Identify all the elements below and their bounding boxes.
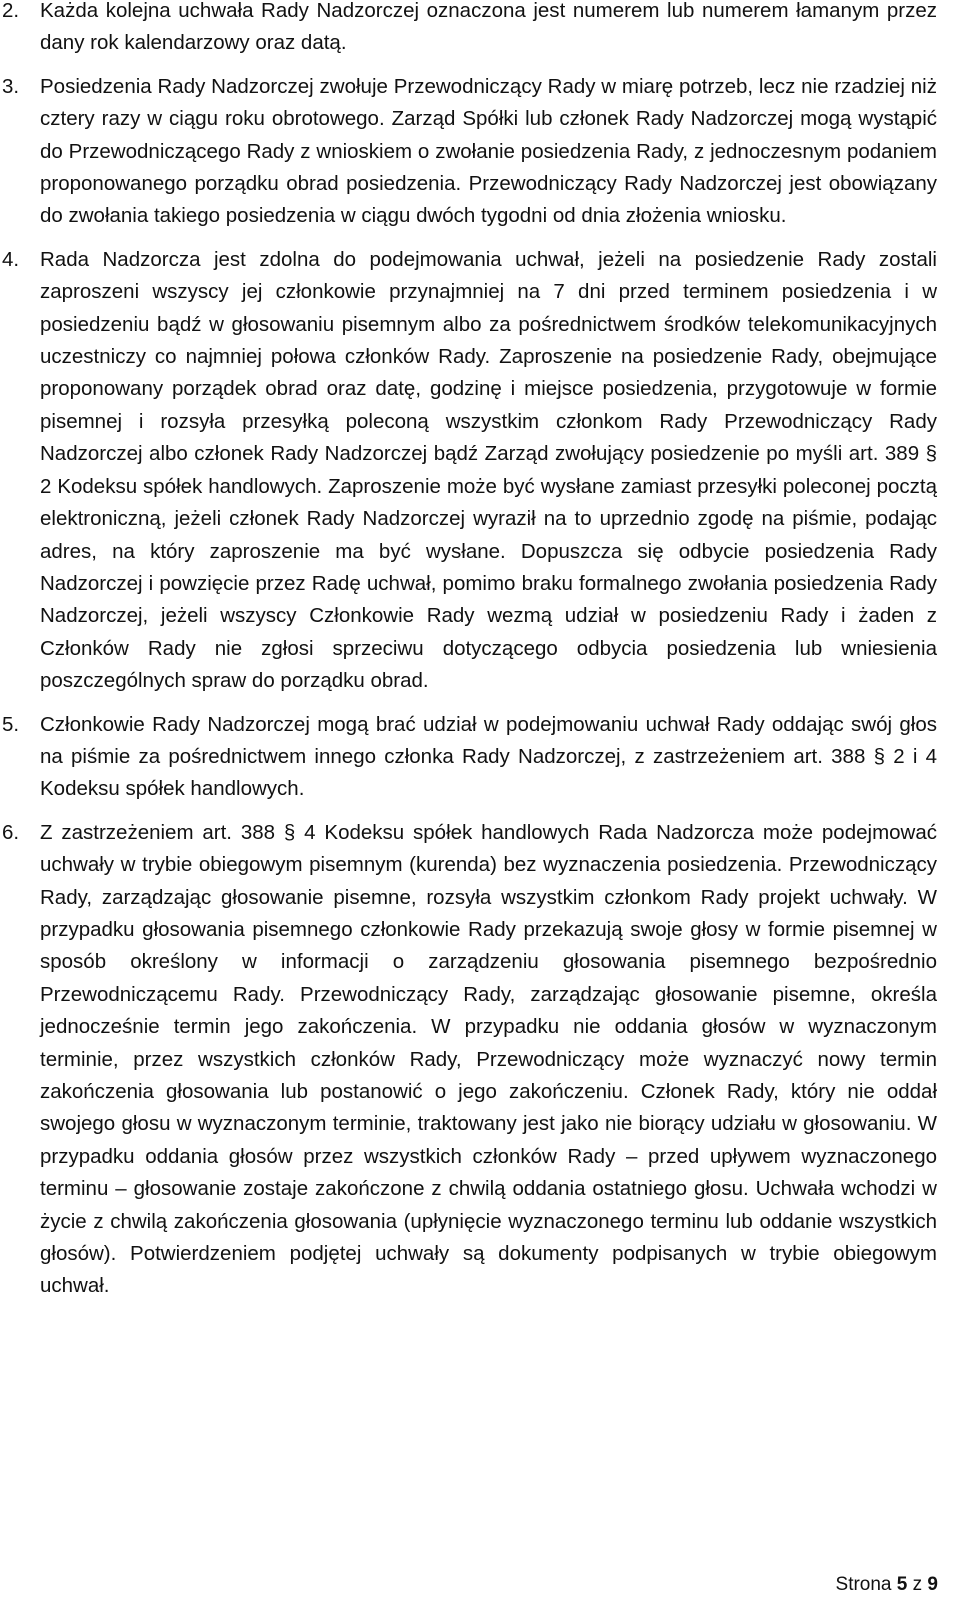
page-label: Strona bbox=[835, 1574, 892, 1595]
list-item-number: 6. bbox=[2, 820, 20, 844]
list-item-3 bbox=[0, 71, 960, 233]
list-item-text: Członkowie Rady Nadzorczej mogą brać udział w podejmowaniu uchwał Rady oddając swój głos na piśmie za pośrednictwem innego członka Rady Nadzorczej, z zastrzeżeniem art. 388 § 2 i 4 Kodeksu spółek handlowych. bbox=[40, 712, 937, 801]
page-separator: z bbox=[912, 1574, 923, 1595]
current-page-number: 5 bbox=[896, 1574, 908, 1595]
list-item-number: 2. bbox=[2, 0, 20, 22]
list-item-4 bbox=[0, 244, 960, 698]
list-item-text: Każda kolejna uchwała Rady Nadzorczej oznaczona jest numerem lub numerem łamanym przez dany rok kalendarzowy oraz datą. bbox=[40, 0, 937, 55]
total-pages-number: 9 bbox=[927, 1574, 938, 1595]
page-number-footer bbox=[836, 1573, 938, 1597]
list-item-2 bbox=[0, 0, 960, 60]
list-item-text: Posiedzenia Rady Nadzorczej zwołuje Przewodniczący Rady w miarę potrzeb, lecz nie rzadziej niż cztery razy w ciągu roku obrotowego. Zarząd Spółki lub członek Rady Nadzorczej mogą wystąpić do Przewodniczącego Rady z wnioskiem o zwołanie posiedzenia Rady, z jednoczesnym podaniem proponowanego porządku obrad posiedzenia. Przewodniczący Rady Nadzorczej jest obowiązany do zwołania takiego posiedzenia w ciągu dwóch tygodni od dnia złożenia wniosku. bbox=[40, 74, 937, 228]
list-item-6 bbox=[0, 817, 960, 1303]
list-item-text: Rada Nadzorcza jest zdolna do podejmowania uchwał, jeżeli na posiedzenie Rady zostali zaproszeni wszyscy jej członkowie przynajmniej na 7 dni przed terminem posiedzenia i w posiedzeniu bądź w głosowaniu pisemnym albo za pośrednictwem środków telekomunikacyjnych uczestniczy co najmniej połowa członków Rady. Zaproszenie na posiedzenie Rady, obejmujące proponowany porządek obrad oraz datę, godzinę i miejsce posiedzenia, przygotowuje w formie pisemnej i rozsyła przesyłką poleconą wszystkim członkom Rady Przewodniczący Rady Nadzorczej albo członek Rady Nadzorczej bądź Zarząd zwołujący posiedzenie po myśli art. 389 § 2 Kodeksu spółek handlowych. Zaproszenie może być wysłane zamiast przesyłki poleconej pocztą elektroniczną, jeżeli członek Rady Nadzorczej wyraził na to uprzednio zgodę na piśmie, podając adres, na który zaproszenie ma być wysłane. Dopuszcza się odbycie posiedzenia Rady Nadzorczej i powzięcie przez Radę uchwał, pomimo braku formalnego zwołania posiedzenia Rady Nadzorczej, jeżeli wszyscy Członkowie Rady wezmą udział w posiedzeniu Rady i żaden z Członków Rady nie zgłosi sprzeciwu dotyczącego odbycia posiedzenia lub wniesienia poszczególnych spraw do porządku obrad. bbox=[40, 247, 937, 693]
list-item-number: 3. bbox=[2, 74, 20, 98]
list-item-text: Z zastrzeżeniem art. 388 § 4 Kodeksu spółek handlowych Rada Nadzorcza może podejmować uchwały w trybie obiegowym pisemnym (kurenda) bez wyznaczenia posiedzenia. Przewodniczący Rady, zarządzając głosowanie pisemne, rozsyła wszystkim członkom Rady projekt uchwały. W przypadku głosowania pisemnego członkowie Rady przekazują swoje głosy w formie pisemnej w sposób określony w informacji o zarządzeniu głosowania pisemnego bezpośrednio Przewodniczącemu Rady. Przewodniczący Rady, zarządzając głosowanie pisemne, określa jednocześnie termin jego zakończenia. W przypadku nie oddania głosów w wyznaczonym terminie, przez wszystkich członków Rady, Przewodniczący może wyznaczyć nowy termin zakończenia głosowania lub postanowić o jego zakończeniu. Członek Rady, który nie oddał swojego głosu w wyznaczonym terminie, traktowany jest jako nie biorący udziału w głosowaniu. W przypadku oddania głosów przez wszystkich członków Rady – przed upływem wyznaczonego terminu – głosowanie zostaje zakończone z chwilą oddania ostatniego głosu. Uchwała wchodzi w życie z chwilą zakończenia głosowania (upłynięcie wyznaczonego terminu lub oddanie wszystkich głosów). Potwierdzeniem podjętej uchwały są dokumenty podpisanych w trybie obiegowym uchwał. bbox=[40, 820, 937, 1298]
list-item-number: 5. bbox=[2, 712, 20, 736]
list-item-number: 4. bbox=[2, 247, 20, 271]
list-item-5 bbox=[0, 709, 960, 806]
